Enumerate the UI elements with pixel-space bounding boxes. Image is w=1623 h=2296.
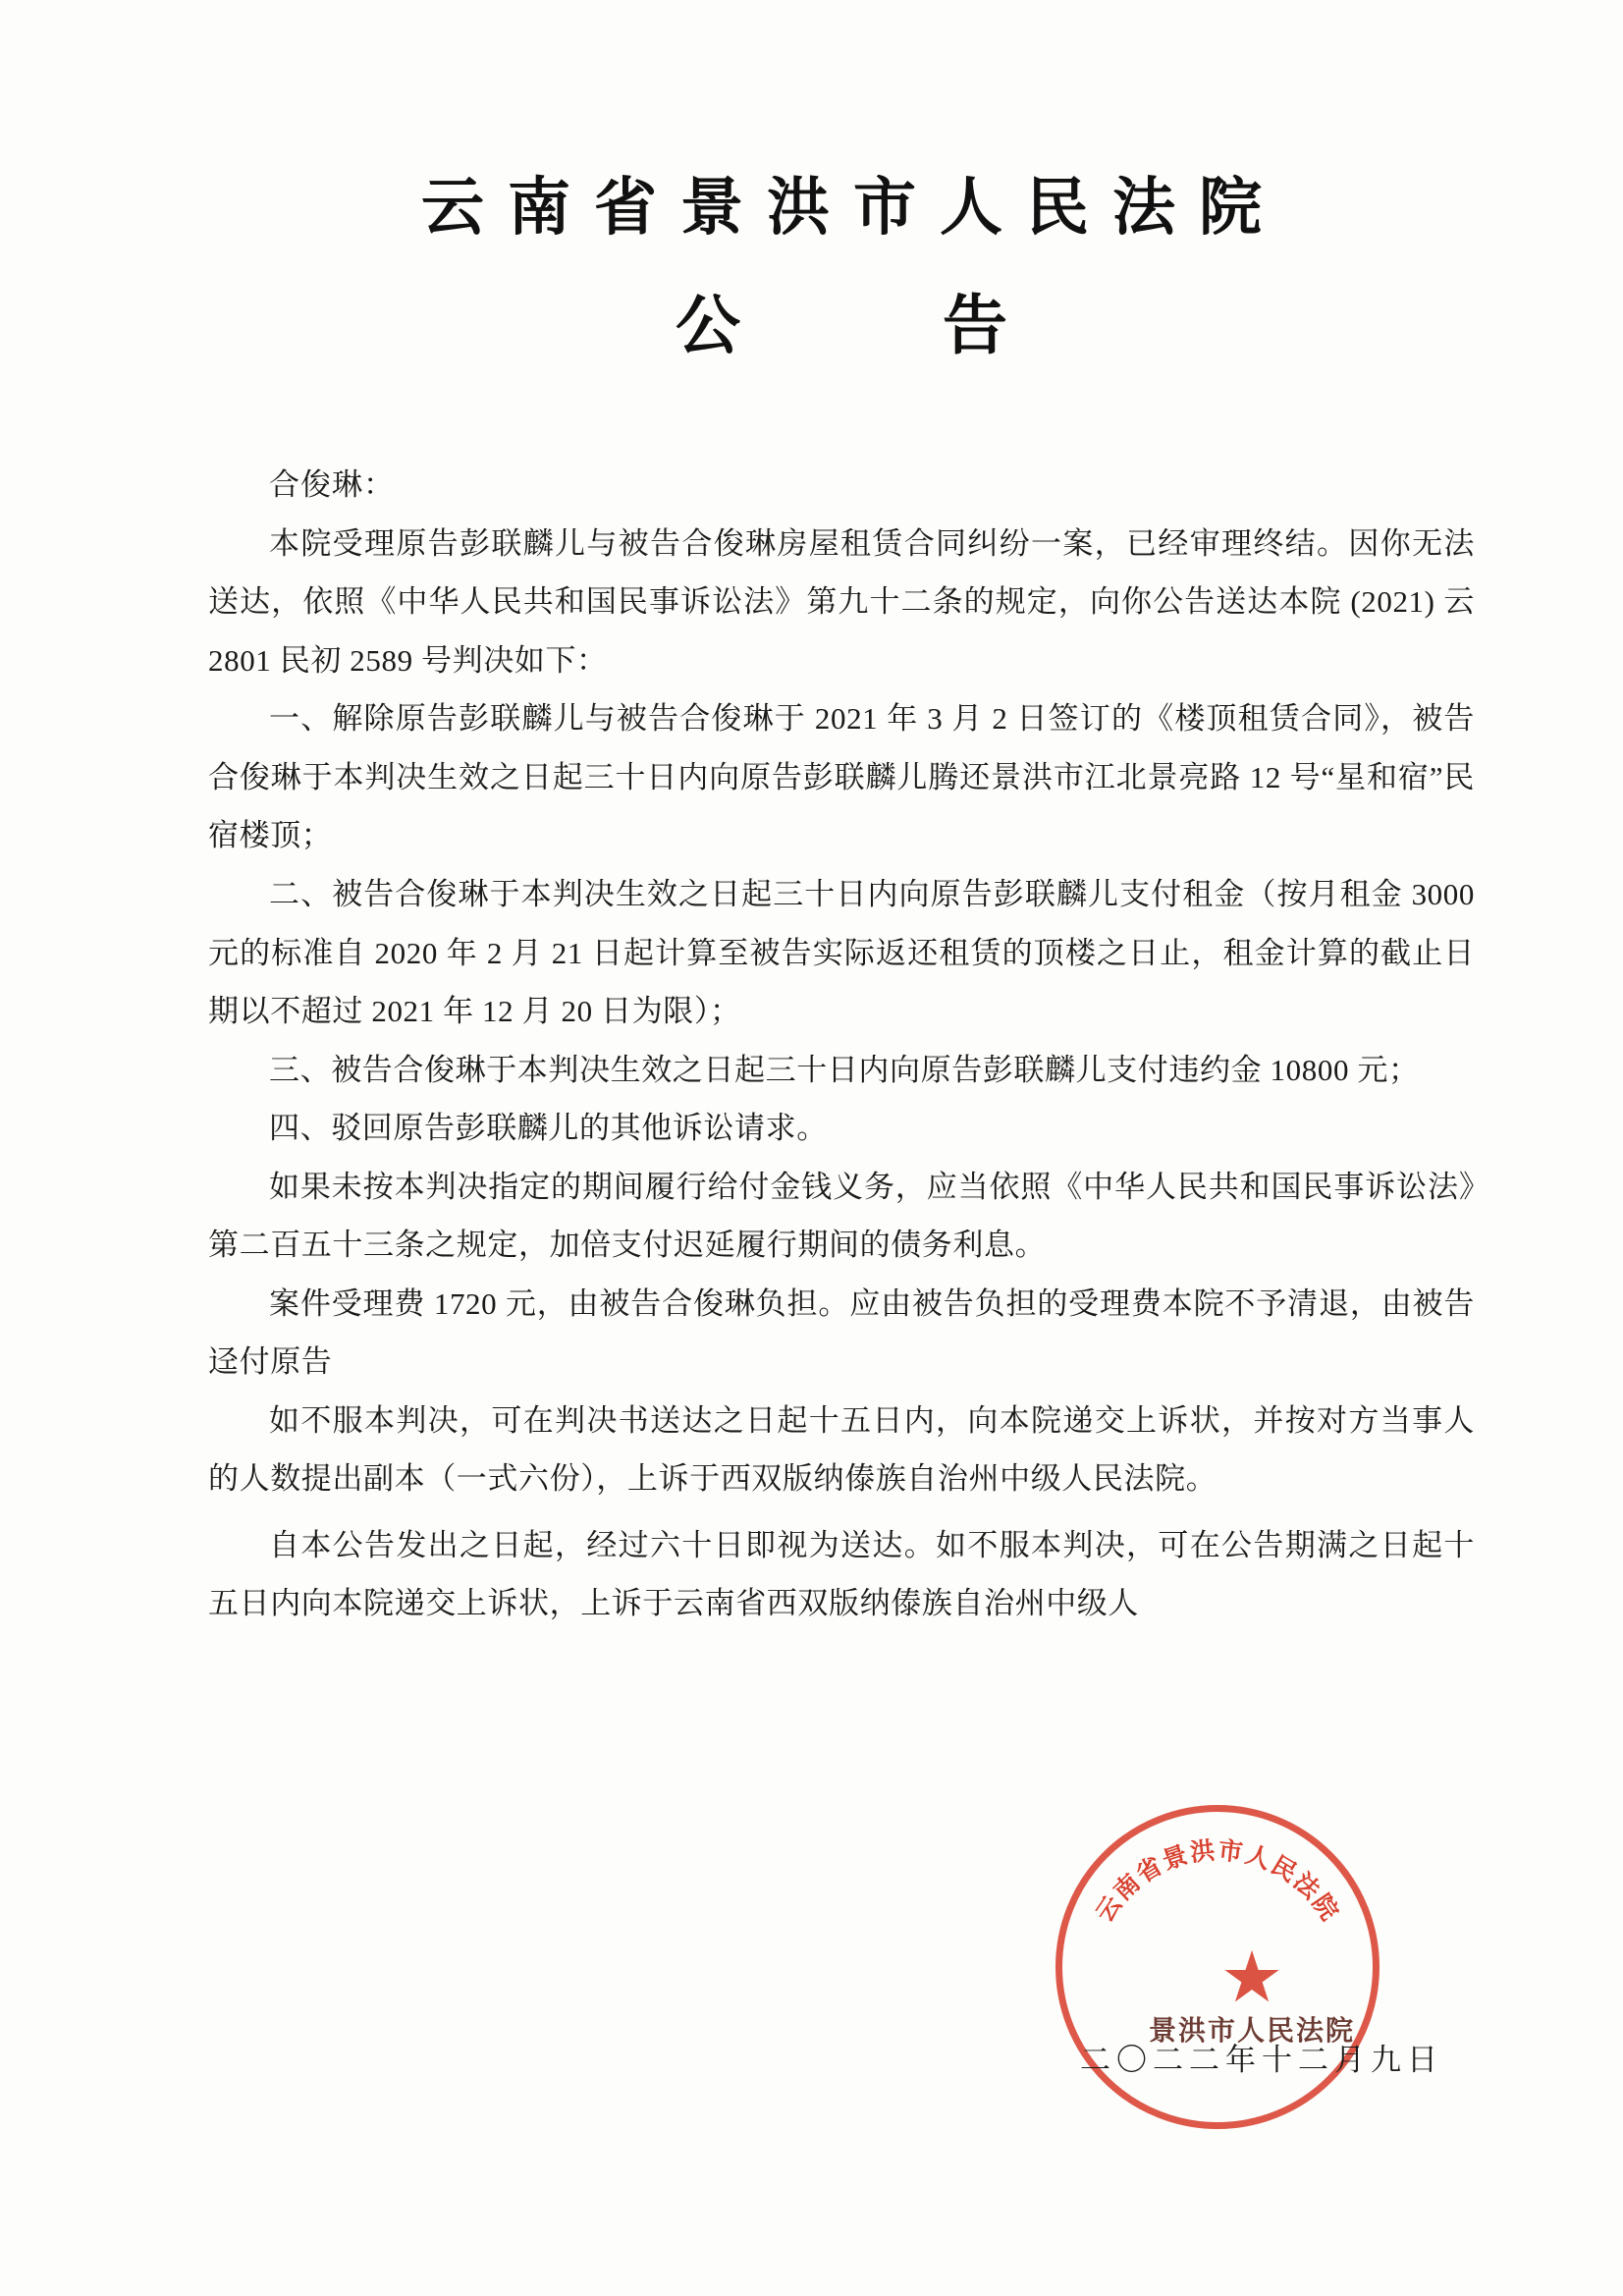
document-body: [208, 118, 1475, 1633]
svg-text:云南省景洪市人民法院: [1091, 1836, 1344, 1927]
paragraph-interest-clause: 如果未按本判决指定的期间履行给付金钱义务，应当依照《中华人民共和国民事诉讼法》第二百五十三条之规定，加倍支付迟延履行期间的债务利息。: [208, 1169, 1475, 1263]
seal-arc-label: 云南省景洪市人民法院: [1091, 1837, 1344, 1928]
page-title: 云南省景洪市人民法院: [421, 173, 1285, 243]
document-type-heading: 公 告: [676, 291, 1076, 362]
star-icon: ★: [1219, 1939, 1284, 2017]
paragraph-item-1: 一、解除原告彭联麟儿与被告合俊琳于 2021 年 3 月 2 日签订的《楼顶租赁合同》，被告合俊琳于本判决生效之日起三十日内向原告彭联麟儿腾还景洪市江北景亮路 12 号“星和宿”民宿楼顶；: [208, 701, 1475, 853]
paragraph-item-3: 三、被告合俊琳于本判决生效之日起三十日内向原告彭联麟儿支付违约金 10800 元；: [269, 1052, 1420, 1087]
paragraph-item-2: 二、被告合俊琳于本判决生效之日起三十日内向原告彭联麟儿支付租金（按月租金 3000 元的标准自 2020 年 2 月 21 日起计算至被告实际返还租赁的顶楼之日止，租金计算的截止日期以不超过 2021 年 12 月 20 日为限）；: [208, 876, 1475, 1029]
seal-inner: [1055, 1805, 1448, 2198]
seal-arc-text: [1055, 1805, 1380, 2129]
paragraph-item-4: 四、驳回原告彭联麟儿的其他诉讼请求。: [269, 1111, 828, 1146]
paragraph-case-fee: 案件受理费 1720 元，由被告合俊琳负担。应由被告负担的受理费本院不予清退，由被告迳付原告: [208, 1285, 1475, 1380]
recipient-name: 合俊琳：: [269, 467, 395, 502]
official-seal: [1055, 1805, 1448, 2198]
paragraph-intro: 本院受理原告彭联麟儿与被告合俊琳房屋租赁合同纠纷一案，已经审理终结。因你无法送达，依照《中华人民共和国民事诉讼法》第九十二条的规定，向你公告送达本院 (2021) 云 2801 民初 2589 号判决如下：: [208, 525, 1475, 678]
signature-date: 二〇二二年十二月九日: [1080, 2043, 1443, 2077]
seal-org-label: 景洪市人民法院: [1148, 2016, 1355, 2047]
paragraph-service-notice: 自本公告发出之日起，经过六十日即视为送达。如不服本判决，可在公告期满之日起十五日内向本院递交上诉状，上诉于云南省西双版纳傣族自治州中级人: [208, 1527, 1475, 1621]
paragraph-appeal-notice: 如不服本判决，可在判决书送达之日起十五日内，向本院递交上诉状，并按对方当事人的人数提出副本（一式六份），上诉于西双版纳傣族自治州中级人民法院。: [208, 1402, 1475, 1497]
